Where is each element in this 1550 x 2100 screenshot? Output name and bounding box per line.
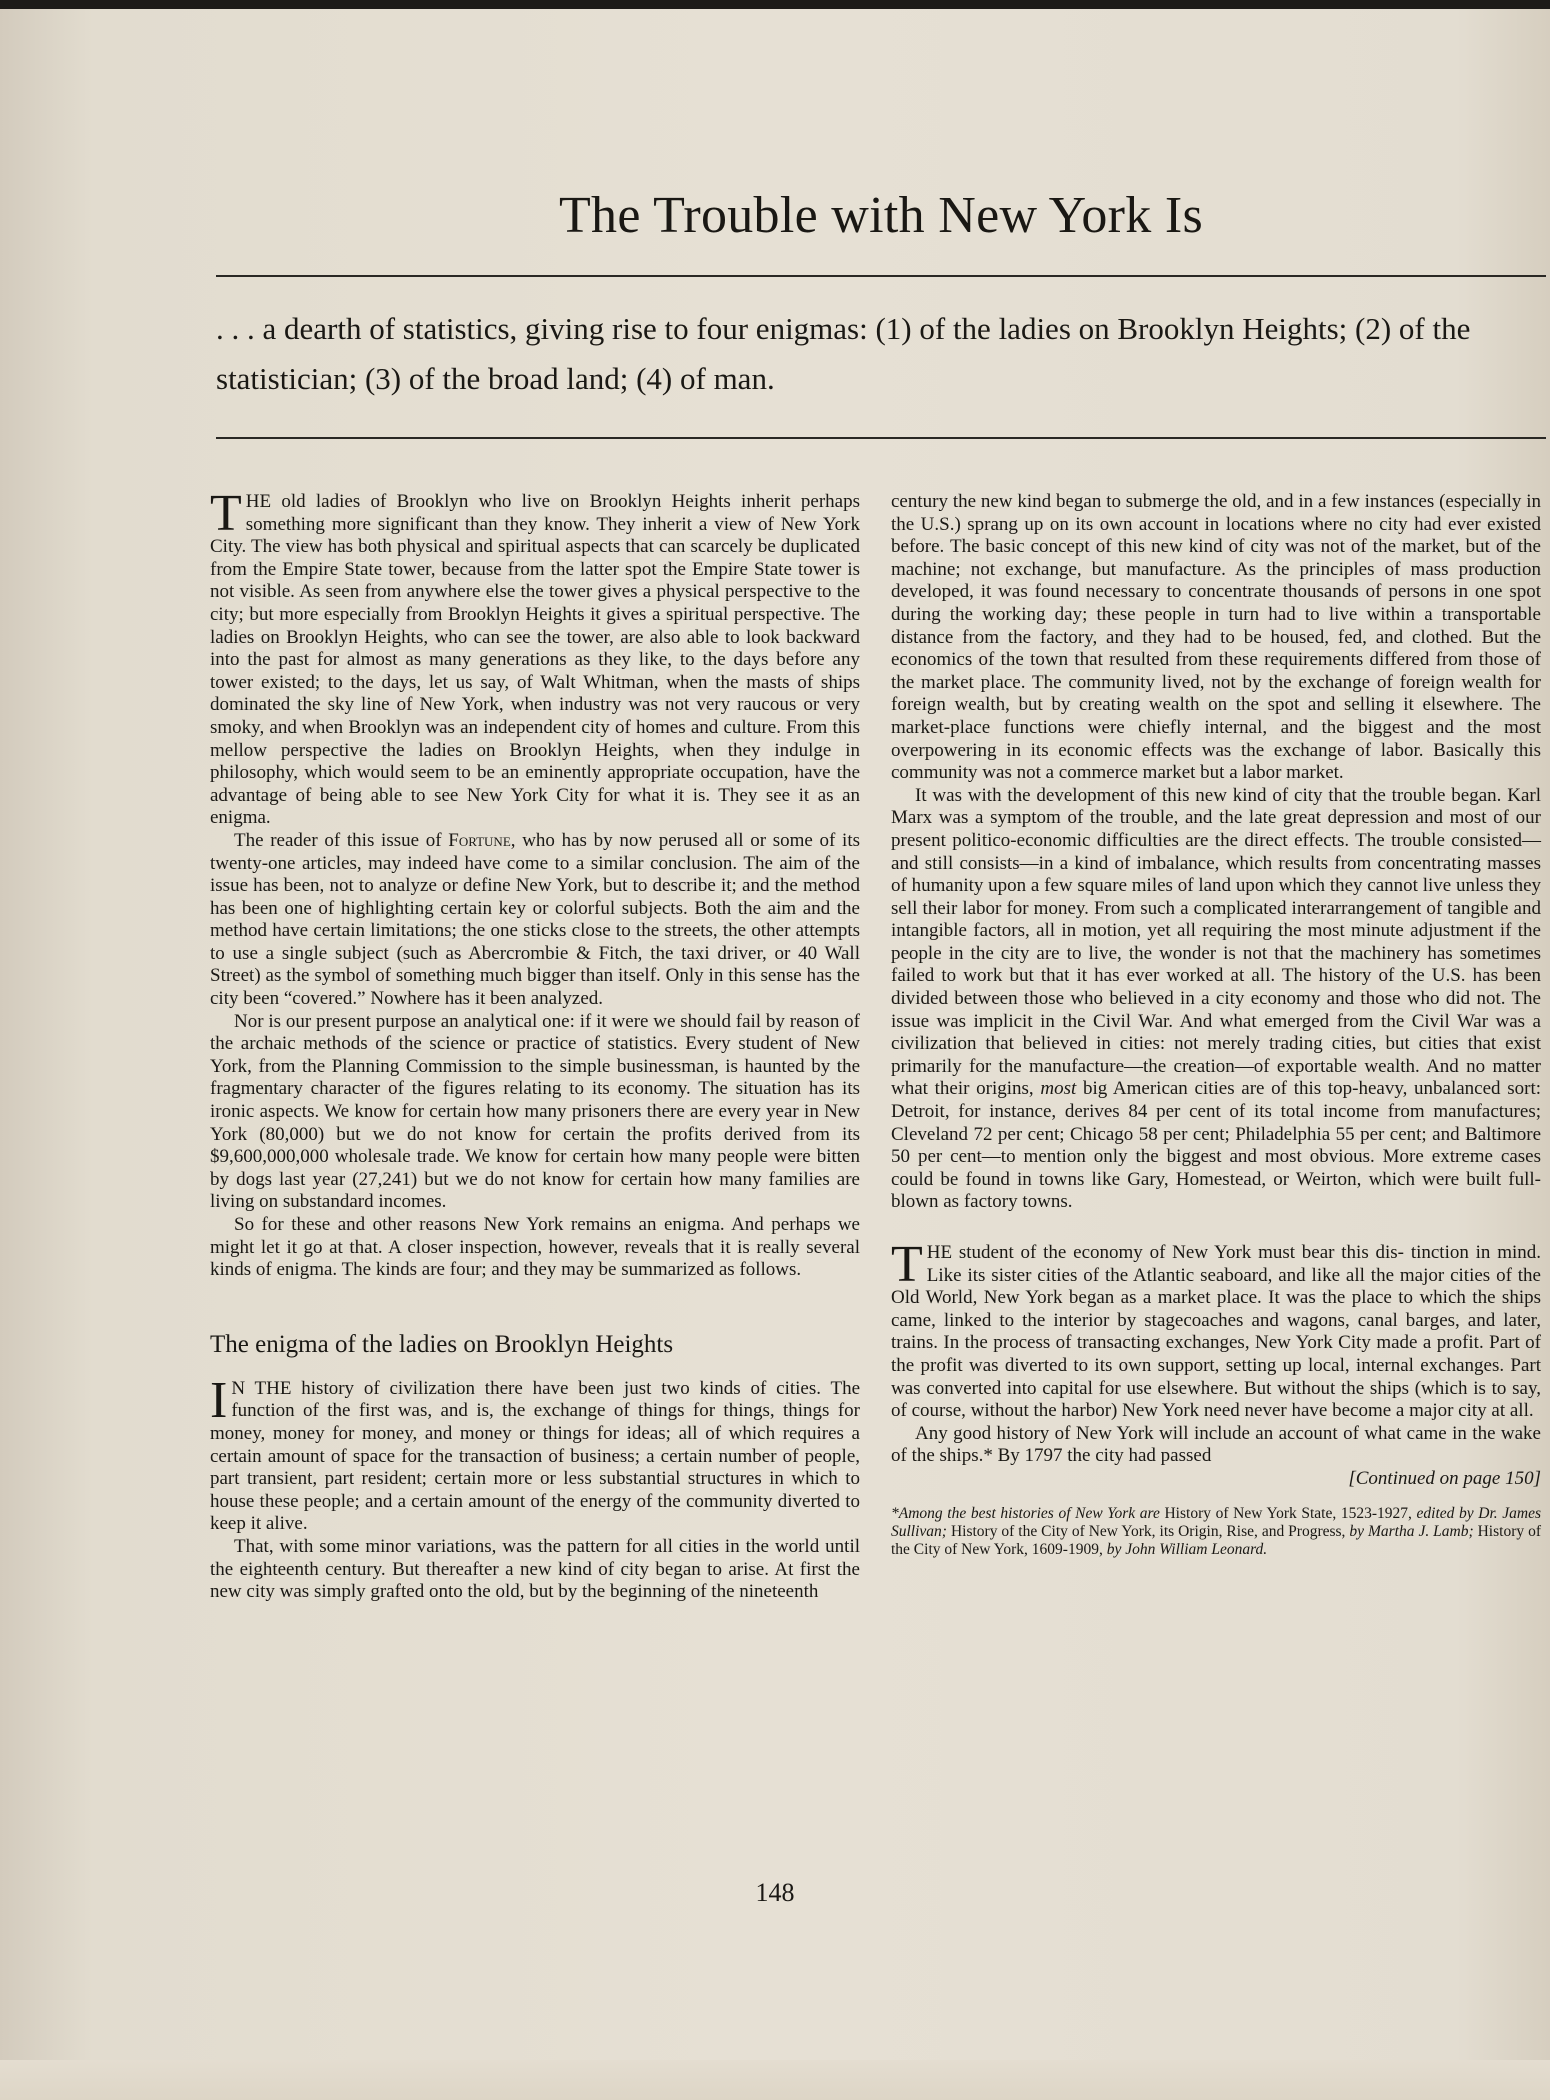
paragraph-8: It was with the development of this new kind of city that the trouble began. Karl Marx was a symptom of the trouble, and the late great depression and most of our present politico-economic difficulties are the direct effects. The trouble consisted—and still consists—in a kind of imbalance, which results from concentrating masses of humanity upon a few square miles of land upon which they cannot live unless they sell their labor for money. From such a complicated interarrangement of tangible and intangible factors, all in motion, yet all requiring the most minute adjustment if the people in the city are to live, the wonder is not that the machinery has sometimes failed to work but that it has ever worked at all. The history of the U.S. has been divided between those who believed in a city economy and those who did not. The issue was implicit in the Civil War. And what emerged from the Civil War was a civilization that believed in cities: not merely trading cities, but cities that exist primarily for the manufacture—the creation—of exportable wealth. And no matter what their origins, most big American cities are of this top-heavy, unbalanced sort: Detroit, for instance, derives 84 per cent of its total income from manufactures; Cleveland 72 per cent; Chicago 58 per cent; Philadelphia 55 per cent; and Baltimore 50 per cent—to mention only the biggest and most obvious. More extreme cases could be found in towns like Gary, Homestead, or Weirton, which were built full-blown as factory towns. bbox=[891, 784, 1542, 1213]
paragraph-7: century the new kind began to submerge the old, and in a few instances (especially in the U.S.) sprang up on its own account in locations where no city had ever existed before. The basic concept of this new kind of city was not of the market, but of the machine; not exchange, but manufacture. As the principles of mass production developed, it was found necessary to concentrate thousands of persons in one spot during the working day; these people in turn had to live within a transportable distance from the factory, and they had to be housed, fed, and clothed. But the economics of the town that resulted from these requirements differed from those of the market place. The community lived, not by the exchange of foreign wealth for foreign wealth, but by creating wealth on the spot and selling it elsewhere. The market-place functions were chiefly internal, and the biggest and the most overpowering in its economic effects was the exchange of labor. Basically this community was not a commerce market but a labor market. bbox=[891, 491, 1541, 784]
column-left bbox=[210, 485, 860, 1604]
section-break bbox=[891, 1214, 1541, 1242]
page-bottom-edge bbox=[0, 2060, 1550, 2100]
para-1-body: inherit perhaps something more significant than they know. They inherit a view of New York City. The view has both physical and spiritual aspects that can scarcely be duplicated from the Empire State tower, because from the latter spot the Empire State tower is not visible. As seen from anywhere else the tower gives a physical perspective to the city; but more especially from Brooklyn Heights it gives a spiritual perspective. The ladies on Brooklyn Heights, who can see the tower, are also able to look backward into the past for almost as many generations as they like, to the days before any tower existed; to the days, let us say, of Walt Whitman, when the masts of ships dominated the sky line of New York, when industry was not very raucous or very smoky, and when Brooklyn was an independent city of homes and culture. From this mellow perspective the ladies on Brooklyn Heights, when they indulge in philosophy, which would seem to be an eminently appropriate occupation, have the advantage of being able to see New York City for what it is. They see it as an enigma. bbox=[210, 491, 860, 829]
continued-note: [Continued on page 150] bbox=[1348, 1467, 1541, 1489]
footnote: *Among the best histories of New York are History of New York State, 1523-1927, edited by Dr. James Sullivan; History of the City of New York, its Origin, Rise, and Progress, by Martha J. Lamb; History of the City of New York, 1609-1909, by John William Leonard. bbox=[891, 1504, 1542, 1558]
drop-cap: I bbox=[210, 1371, 228, 1429]
drop-cap: T bbox=[210, 485, 242, 542]
top-edge bbox=[0, 0, 1550, 9]
paragraph-5: I N THE history of civilization there have been just two kinds of cities. The function of the first was, and is, the exchange of things for things, things for money, money for money, and money or things for ideas; all of which requires a certain amount of space for the transaction of business; a certain number of people, part transient, part resident; certain more or less substantial structures in which to house these people; and a certain amount of the energy of the community diverted to keep it alive. bbox=[210, 1371, 860, 1535]
paragraph-4: So for these and other reasons New York remains an enigma. And perhaps we might let it go at that. A closer inspection, however, reveals that it is really several kinds of enigma. The kinds are four; and they may be summarized as follows. bbox=[210, 1214, 860, 1281]
paragraph-1 bbox=[210, 485, 860, 830]
paragraph-3: Nor is our present purpose an analytical one: if it were we should fail by reason of the archaic methods of the science or practice of statistics. Every student of New York, from the Planning Commission to the simple businessman, is haunted by the fragmentary character of the figures relating to its economy. The situation has its ironic aspects. We know for certain how many prisoners there are every year in New York (80,000) but we do not know for certain the profits derived from its $9,600,000,000 wholesale trade. We know for certain how many people were bitten by dogs last year (27,241) but we do not know for certain how many families are living on substandard incomes. bbox=[210, 1010, 860, 1213]
article-deck: . . . a dearth of statistics, giving rise to four enigmas: (1) of the ladies on Brooklyn Heights; (2) of the statistician; (3) of the broad land; (4) of man. bbox=[216, 311, 1471, 396]
para-1-head: HE old ladies of Brooklyn who live on Brooklyn Heights bbox=[245, 491, 731, 512]
column-right bbox=[891, 491, 1541, 1559]
paragraph-2: The reader of this issue of Fortune, who has by now perused all or some of its twenty-one articles, may indeed have come to a similar conclusion. The aim of the issue has been, not to analyze or define New York, but to describe it; and the method has been one of highlighting certain key or colorful subjects. Both the aim and the method have certain limitations; the one sticks close to the streets, the other attempts to use a single subject (such as Abercrombie & Fitch, the taxi driver, or 40 Wall Street) as the symbol of something much bigger than itself. Only in this sense has the city been “covered.” Nowhere has it been analyzed. bbox=[210, 829, 860, 1010]
emphasis: most bbox=[1040, 1078, 1077, 1100]
paragraph-10: Any good history of New York will include an account of what came in the wake of the ships.* By 1797 the city had passed bbox=[891, 1422, 1541, 1467]
section-subhead: The enigma of the ladies on Brooklyn Heights bbox=[210, 1330, 674, 1358]
paragraph-9: THE student of the economy of New York must bear this dis- tinction in mind. Like its sister cities of the Atlantic seaboard, and like all the major cities of the Old World, New York began as a market place. It was the place to which the ships came, linked to the interior by stagecoaches and wagons, canal barges, and later, trains. In the process of transacting exchanges, New York City made a profit. Part of the profit was diverted to its own support, setting up local, internal exchanges. Part was converted into capital for use elsewhere. But without the ships (which is to say, of course, without the harbor) New York need never have become a major city at all. bbox=[891, 1236, 1542, 1422]
page-number: 148 bbox=[755, 1878, 795, 1907]
article-title: The Trouble with New York Is bbox=[558, 187, 1203, 244]
paragraph-6: That, with some minor variations, was the pattern for all cities in the world until the eighteenth century. But thereafter a new kind of city began to arise. At first the new city was simply grafted onto the old, but by the beginning of the nineteenth bbox=[210, 1535, 860, 1603]
rule-bottom bbox=[216, 437, 1546, 439]
rule-top bbox=[216, 275, 1546, 277]
drop-cap: T bbox=[891, 1236, 923, 1293]
magazine-name: Fortune bbox=[448, 829, 511, 851]
